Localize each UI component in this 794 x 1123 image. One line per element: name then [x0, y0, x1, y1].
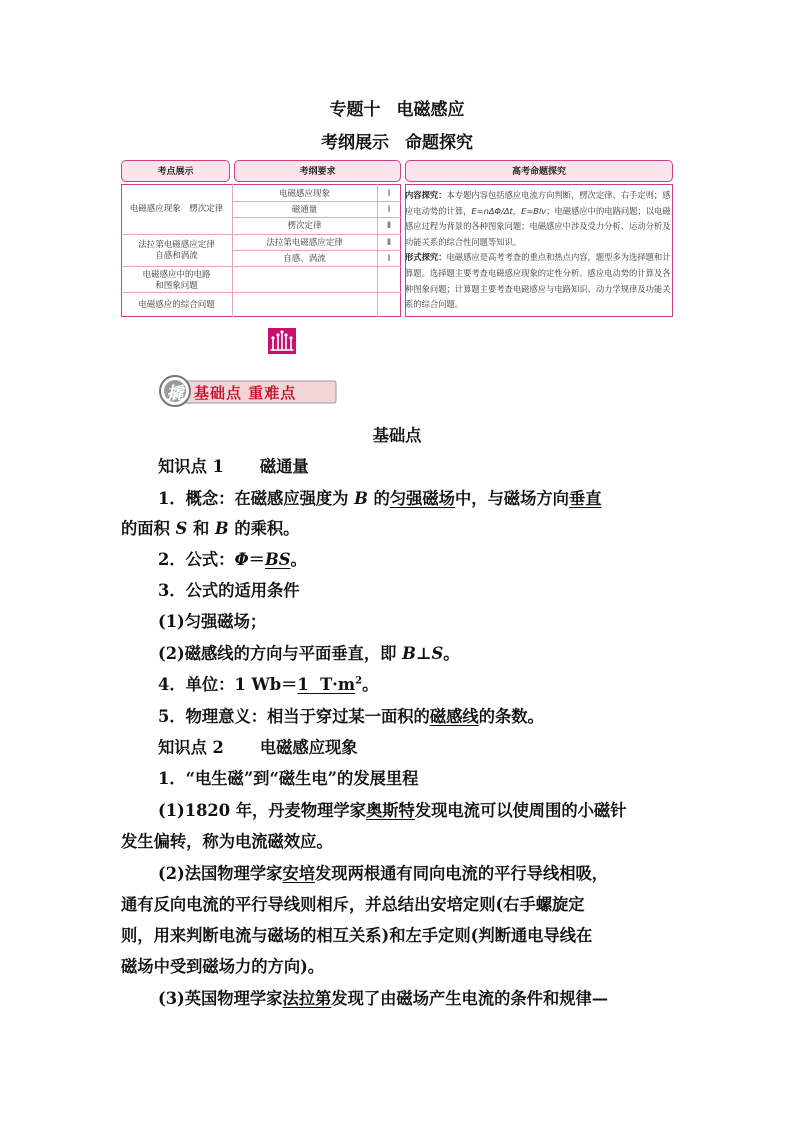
- form-label: 形式探究：: [405, 252, 447, 263]
- syllabus-table: [121, 160, 673, 317]
- subtitle-exploration: 命题探究: [405, 133, 473, 153]
- text: 1．概念：在磁感应强度为: [158, 489, 355, 508]
- content-text-cont: ；电磁感应中的电路问题；以电磁感应过程为背景的各种图象问题；电磁感应中涉及受力分析、运动分析及功能关系的综合性问题等知识。: [405, 205, 671, 247]
- blank-answer: 垂直: [568, 489, 602, 508]
- req-level: Ⅰ: [387, 205, 391, 215]
- flower-ornament-icon: [268, 328, 296, 354]
- symbol-phi: Φ: [234, 550, 249, 569]
- text: 和: [187, 519, 215, 538]
- kp2-heading: [158, 734, 358, 758]
- badge-label: 基础点 重难点: [194, 384, 297, 402]
- text: 的乘积。: [228, 519, 300, 538]
- blank-answer: 磁感线: [429, 707, 479, 726]
- blank-answer: BS: [264, 550, 291, 569]
- req-level: Ⅱ: [386, 238, 392, 248]
- text: (3)英国物理学家: [158, 989, 283, 1008]
- text: (2)法国物理学家: [158, 864, 283, 883]
- subtitle-outline: 考纲展示: [321, 133, 389, 153]
- row-divider: [232, 201, 401, 202]
- text: 的条数。: [478, 707, 544, 726]
- text: 5．物理意义：相当于穿过某一面积的: [158, 707, 430, 726]
- topic-row-3: 电磁感应中的电路 和图象问题: [142, 270, 211, 291]
- req-item: 法拉第电磁感应定律: [266, 238, 343, 248]
- blank-answer: 1 T·m: [297, 675, 356, 694]
- page-title: [0, 95, 794, 120]
- blank-answer: 奥斯特: [365, 801, 415, 820]
- kp1-line-4: 3．公式的适用条件: [158, 581, 300, 600]
- topic-row-1: 电磁感应现象 楞次定律: [129, 204, 224, 214]
- req-item: 磁通量: [291, 205, 318, 215]
- text: 发现电流可以使周围的小磁针: [414, 801, 627, 820]
- req-level: Ⅱ: [386, 221, 392, 231]
- content-label: 内容探究：: [405, 190, 447, 200]
- kp2-p2-line-4: 磁场中受到磁场力的方向)。: [121, 957, 325, 976]
- content-text: 本专题内容包括感应电流方向判断，楞次定律、右手定则；感应电动势的计算，: [405, 190, 671, 216]
- section-badge: [158, 374, 338, 408]
- badge-icon-char: 撬: [166, 384, 184, 404]
- kp1-line-3: [158, 546, 307, 570]
- kp2-p2-line-3: 则，用来判断电流与磁场的相互关系)和左手定则(判断通电导线在: [121, 926, 593, 945]
- col-header-topics: 考点展示: [121, 160, 230, 182]
- req-item: 自感、涡流: [283, 254, 326, 264]
- topic-row-2: 法拉第电磁感应定律 自感和涡流: [138, 240, 215, 261]
- symbol-b: B: [354, 489, 368, 508]
- title-chapter: 专题十: [329, 100, 381, 120]
- section-title: 基础点: [372, 426, 422, 445]
- exploration-text: [405, 188, 671, 313]
- formula-motional-emf: ，E=Blv: [512, 205, 547, 216]
- text: 的面积: [121, 519, 176, 538]
- symbol-b: B: [214, 519, 229, 538]
- kp2-line-h1: 1．“电生磁”到“磁生电”的发展里程: [158, 769, 419, 788]
- superscript: 2: [355, 675, 363, 687]
- blank-answer: 安培: [282, 864, 316, 883]
- row-divider: [232, 217, 401, 218]
- kp1-line-1: [158, 485, 602, 509]
- req-item: 楞次定律: [287, 221, 322, 231]
- kp1-line-6: [158, 640, 460, 664]
- kp1-heading: [158, 453, 309, 477]
- symbol-s: S: [175, 519, 188, 538]
- col-header-exploration: 高考命题探究: [405, 160, 673, 182]
- kp1-name: 磁通量: [259, 457, 309, 476]
- page-subtitle: [0, 128, 794, 153]
- kp2-p2-line-2: 通有反向电流的平行导线则相斥，并总结出安培定则(右手螺旋定: [121, 895, 585, 914]
- kp2-p3-line-1: [158, 985, 608, 1009]
- kp2-p1-line-2: 发生偏转，称为电流磁效应。: [121, 832, 333, 851]
- req-level: Ⅰ: [387, 254, 391, 264]
- text: 。: [362, 675, 379, 694]
- text: 发现了由磁场产生电流的条件和规律—: [331, 989, 609, 1008]
- row-divider: [121, 266, 401, 267]
- text: 。: [290, 550, 307, 569]
- row-divider: [232, 250, 401, 251]
- kp2-label: 知识点 2: [158, 738, 224, 757]
- req-item: 电磁感应现象: [278, 189, 330, 199]
- text: 。: [443, 644, 460, 663]
- formula-emf: E=nΔΦ/Δt: [471, 205, 513, 216]
- kp1-line-5: (1)匀强磁场；: [158, 612, 267, 631]
- text: 4．单位：1 Wb＝: [158, 675, 298, 694]
- blank-answer: 法拉第: [282, 989, 332, 1008]
- kp2-name: 电磁感应现象: [259, 738, 358, 757]
- kp2-p2-line-1: [158, 860, 608, 884]
- kp1-line-7: [158, 671, 378, 695]
- kp1-line-2: [121, 515, 299, 539]
- row-divider: [121, 292, 401, 293]
- text: 中，与磁场方向: [454, 489, 569, 508]
- text: 的: [367, 489, 390, 508]
- row-divider: [121, 234, 401, 235]
- text: 发现两根通有同向电流的平行导线相吸，: [315, 864, 609, 883]
- kp1-label: 知识点 1: [158, 457, 224, 476]
- col-header-requirements: 考纲要求: [234, 160, 401, 182]
- topic-row-4: 电磁感应的综合问题: [138, 300, 215, 310]
- text: 2．公式：: [158, 550, 235, 569]
- form-text: 电磁感应是高考考查的重点和热点内容，题型多为选择题和计算题。选择题主要考查电磁感应现象的定性分析、感应电动势的计算及各种图象问题；计算题主要考查电磁感应与电路知识、动力学规律及功能关系的综合问题。: [405, 252, 671, 310]
- blank-answer: 匀强磁场: [389, 489, 455, 508]
- text: (1)1820 年，丹麦物理学家: [158, 801, 366, 820]
- text: ＝: [248, 550, 265, 569]
- formula-perpendicular: B⊥S: [402, 644, 444, 663]
- kp1-line-8: [158, 703, 544, 727]
- kp2-p1-line-1: [158, 797, 627, 821]
- title-topic: 电磁感应: [396, 100, 465, 120]
- text: (2)磁感线的方向与平面垂直，即: [158, 644, 403, 663]
- req-level: Ⅰ: [387, 189, 391, 199]
